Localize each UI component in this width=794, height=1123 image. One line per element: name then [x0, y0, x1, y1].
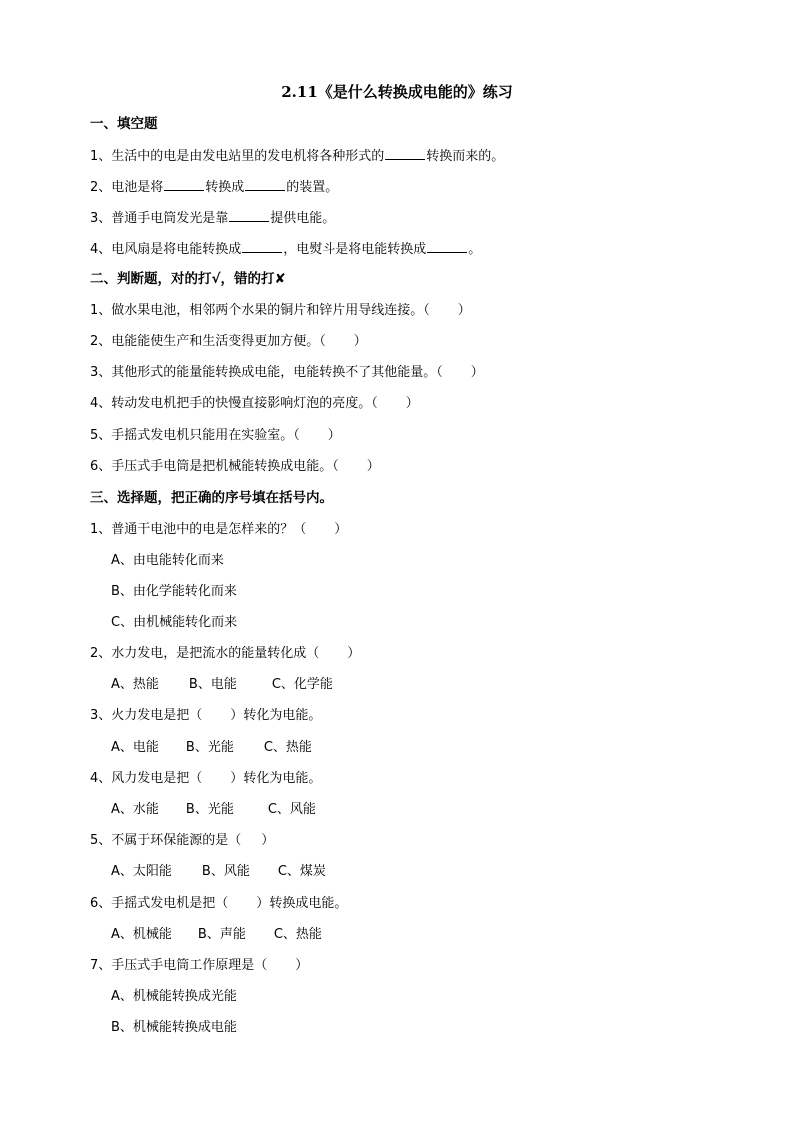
fill-question-3	[90, 208, 335, 228]
choice-options-row	[111, 863, 326, 881]
open-paren: （	[332, 459, 339, 474]
judge-question-2	[90, 333, 367, 351]
page-title: 2.11《是什么转换成电能的》练习	[281, 83, 513, 101]
answer-blank[interactable]	[427, 239, 467, 253]
choice-option[interactable]: B、声能	[197, 927, 246, 942]
choice-option[interactable]: B、电能	[188, 677, 237, 692]
answer-blank[interactable]	[385, 146, 425, 160]
choice-options-row	[111, 676, 333, 694]
fill-question-1	[90, 146, 504, 166]
close-paren: ）	[470, 365, 484, 380]
choice-option[interactable]: C、热能	[273, 927, 322, 942]
question-text: ，电熨斗是将电能转换成	[283, 242, 427, 257]
question-text: 6、手摇式发电机是把	[90, 896, 216, 911]
question-text: 的装置。	[286, 180, 339, 195]
choice-option[interactable]: B、机械能转换成电能	[111, 1020, 237, 1035]
question-text: 1、做水果电池，相邻两个水果的铜片和锌片用导线连接。	[90, 303, 424, 318]
section-heading-fill-in: 一、填空题	[90, 116, 158, 132]
question-text: 3、其他形式的能量能转换成电能，电能转换不了其他能量。	[90, 365, 437, 380]
choice-question-7	[90, 957, 308, 975]
section-heading-choice: 三、选择题，把正确的序号填在括号内。	[90, 490, 333, 506]
choice-option[interactable]: A、电能	[111, 740, 159, 755]
question-text: 转换成电能。	[269, 896, 348, 911]
answer-blank[interactable]	[245, 177, 285, 191]
close-paren: ）	[347, 646, 361, 661]
open-paren: （	[306, 646, 320, 661]
open-paren: （	[254, 958, 268, 973]
judge-question-6	[90, 458, 380, 476]
question-text: 3、普通手电筒发光是靠	[90, 211, 229, 226]
question-text: 转换成	[205, 180, 245, 195]
open-paren: （	[228, 833, 242, 848]
question-text: 2、水力发电，是把流水的能量转化成	[90, 646, 307, 661]
close-paren: ）	[457, 303, 471, 318]
open-paren: （	[371, 396, 378, 411]
question-text: 5、手摇式发电机只能用在实验室。	[90, 428, 294, 443]
choice-option[interactable]: A、由电能转化而来	[111, 553, 224, 568]
open-paren: （	[423, 303, 430, 318]
choice-question-2	[90, 645, 360, 663]
choice-option[interactable]: A、热能	[111, 677, 159, 692]
question-text: 7、手压式手电筒工作原理是	[90, 958, 255, 973]
choice-option[interactable]: B、风能	[201, 864, 250, 879]
choice-question-4	[90, 770, 321, 788]
question-text: 。	[468, 242, 482, 257]
choice-option[interactable]: C、风能	[267, 802, 316, 817]
judge-question-5	[90, 427, 341, 445]
choice-question-3	[90, 707, 321, 725]
choice-option[interactable]: A、水能	[111, 802, 159, 817]
open-paren: （	[293, 428, 300, 443]
answer-blank[interactable]	[164, 177, 204, 191]
question-text: 1、普通干电池中的电是怎样来的？	[90, 522, 294, 537]
fill-question-4	[90, 239, 481, 259]
choice-option[interactable]: A、机械能	[111, 927, 172, 942]
open-paren: （	[189, 771, 203, 786]
choice-question-6	[90, 895, 347, 913]
question-text: 4、风力发电是把	[90, 771, 190, 786]
question-text: 6、手压式手电筒是把机械能转换成电能。	[90, 459, 333, 474]
fill-question-2	[90, 177, 338, 197]
choice-question-1	[90, 521, 347, 539]
close-paren: ）	[230, 708, 244, 723]
open-paren: （	[215, 896, 229, 911]
choice-option[interactable]: A、太阳能	[111, 864, 172, 879]
choice-options-row	[111, 801, 316, 819]
close-paren: ）	[295, 958, 309, 973]
question-text: 转换而来的。	[426, 149, 505, 164]
close-paren: ）	[256, 896, 270, 911]
choice-option[interactable]: C、煤炭	[277, 864, 326, 879]
open-paren: （	[293, 522, 307, 537]
choice-question-5	[90, 832, 274, 850]
close-paren: ）	[261, 833, 275, 848]
answer-blank[interactable]	[242, 239, 282, 253]
open-paren: （	[319, 334, 326, 349]
close-paren: ）	[405, 396, 419, 411]
judge-question-1	[90, 302, 471, 320]
open-paren: （	[189, 708, 203, 723]
close-paren: ）	[353, 334, 367, 349]
question-text: 提供电能。	[270, 211, 336, 226]
question-text: 4、电风扇是将电能转换成	[90, 242, 242, 257]
question-text: 2、电池是将	[90, 180, 164, 195]
judge-question-3	[90, 364, 484, 382]
choice-options-row	[111, 926, 322, 944]
section-heading-true-false: 二、判断题，对的打√，错的打✘	[90, 271, 286, 287]
close-paren: ）	[327, 428, 341, 443]
choice-option[interactable]: C、化学能	[271, 677, 333, 692]
choice-option[interactable]: A、机械能转换成光能	[111, 989, 237, 1004]
choice-option[interactable]: B、由化学能转化而来	[111, 584, 237, 599]
choice-option[interactable]: C、由机械能转化而来	[111, 615, 238, 630]
close-paren: ）	[334, 522, 348, 537]
question-text: 3、火力发电是把	[90, 708, 190, 723]
open-paren: （	[436, 365, 443, 380]
close-paren: ）	[366, 459, 380, 474]
choice-options-row	[111, 739, 312, 757]
choice-option[interactable]: B、光能	[185, 740, 234, 755]
choice-option[interactable]: B、光能	[185, 802, 234, 817]
close-paren: ）	[230, 771, 244, 786]
question-text: 转化为电能。	[243, 771, 322, 786]
choice-option[interactable]: C、热能	[263, 740, 312, 755]
judge-question-4	[90, 395, 419, 413]
question-text: 转化为电能。	[243, 708, 322, 723]
answer-blank[interactable]	[229, 208, 269, 222]
question-text: 1、生活中的电是由发电站里的发电机将各种形式的	[90, 149, 385, 164]
question-text: 5、不属于环保能源的是	[90, 833, 229, 848]
question-text: 4、转动发电机把手的快慢直接影响灯泡的亮度。	[90, 396, 372, 411]
question-text: 2、电能能使生产和生活变得更加方便。	[90, 334, 320, 349]
